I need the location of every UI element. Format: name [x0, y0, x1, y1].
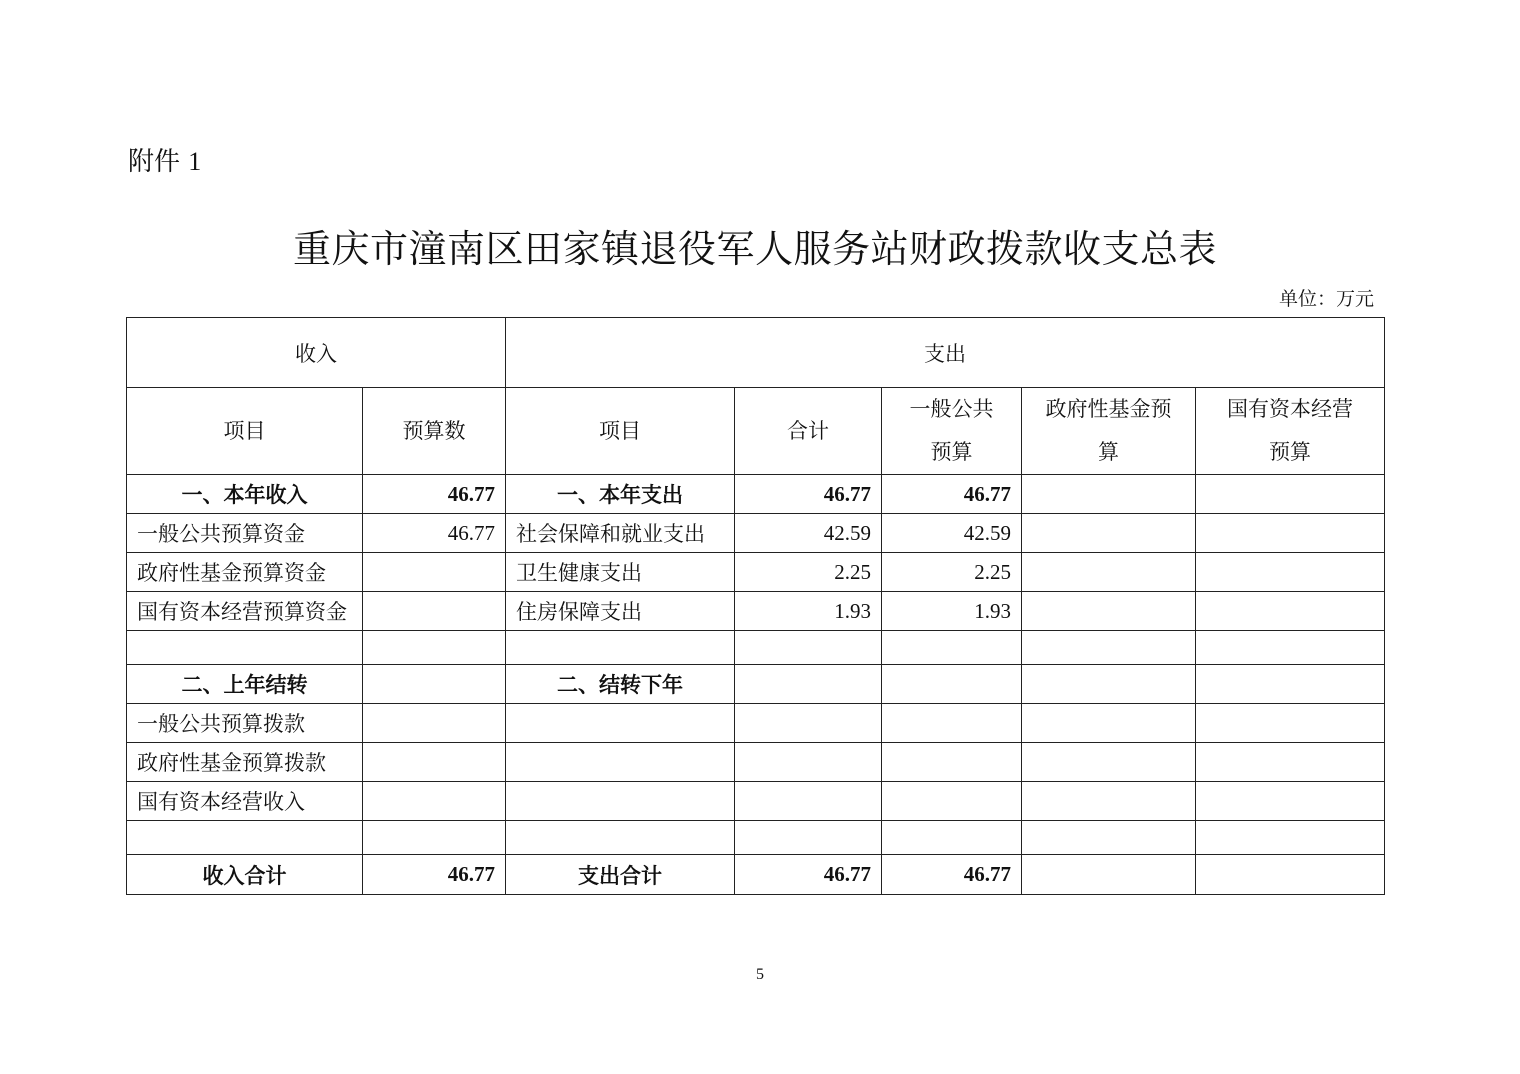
income-value-cell [363, 631, 506, 665]
general-budget-total-value: 46.77 [882, 855, 1022, 895]
income-item-cell: 政府性基金预算拨款 [127, 743, 363, 782]
expense-total-label: 支出合计 [506, 855, 735, 895]
income-item-cell [127, 631, 363, 665]
income-value-cell [363, 592, 506, 631]
state-capital-cell [1196, 592, 1385, 631]
income-value-cell: 46.77 [363, 475, 506, 514]
general-budget-cell: 46.77 [882, 475, 1022, 514]
general-budget-cell [882, 631, 1022, 665]
gov-fund-cell [1022, 821, 1196, 855]
table-row [127, 592, 1385, 631]
gov-fund-header-line2: 算 [1098, 440, 1119, 464]
gov-fund-cell [1022, 553, 1196, 592]
total-header: 合计 [735, 388, 882, 475]
income-value-cell [363, 704, 506, 743]
general-budget-cell: 1.93 [882, 592, 1022, 631]
state-capital-cell [1196, 704, 1385, 743]
gov-fund-cell [1022, 631, 1196, 665]
income-value-cell: 46.77 [363, 514, 506, 553]
expense-item-cell: 社会保障和就业支出 [506, 514, 735, 553]
total-cell [735, 704, 882, 743]
expense-item-cell: 住房保障支出 [506, 592, 735, 631]
state-capital-cell [1196, 665, 1385, 704]
expense-item-cell [506, 704, 735, 743]
expense-item-header: 项目 [506, 388, 735, 475]
gov-fund-total-value [1022, 855, 1196, 895]
total-cell [735, 743, 882, 782]
expense-total-value: 46.77 [735, 855, 882, 895]
income-section-header: 收入 [127, 318, 506, 388]
page-number: 5 [756, 966, 764, 983]
page-title: 重庆市潼南区田家镇退役军人服务站财政拨款收支总表 [292, 227, 1217, 271]
total-cell: 46.77 [735, 475, 882, 514]
gov-fund-cell [1022, 475, 1196, 514]
general-budget-cell [882, 704, 1022, 743]
state-capital-cell [1196, 475, 1385, 514]
income-value-cell [363, 782, 506, 821]
state-capital-cell [1196, 514, 1385, 553]
income-budget-header: 预算数 [363, 388, 506, 475]
income-value-cell [363, 665, 506, 704]
budget-table [126, 317, 1385, 895]
income-value-cell [363, 553, 506, 592]
expense-item-cell [506, 782, 735, 821]
income-total-value: 46.77 [363, 855, 506, 895]
general-budget-cell [882, 743, 1022, 782]
table-row-empty [127, 821, 1385, 855]
gov-fund-header [1022, 388, 1196, 475]
gov-fund-cell [1022, 592, 1196, 631]
gov-fund-cell [1022, 514, 1196, 553]
gov-fund-cell [1022, 704, 1196, 743]
table-total-row [127, 855, 1385, 895]
state-capital-header [1196, 388, 1385, 475]
state-capital-header-line1: 国有资本经营 [1227, 397, 1354, 421]
total-cell [735, 821, 882, 855]
income-item-cell [127, 821, 363, 855]
income-total-label: 收入合计 [127, 855, 363, 895]
gov-fund-cell [1022, 743, 1196, 782]
state-capital-cell [1196, 782, 1385, 821]
state-capital-total-value [1196, 855, 1385, 895]
attachment-label [128, 140, 201, 184]
income-item-cell: 国有资本经营预算资金 [127, 592, 363, 631]
table-row [127, 665, 1385, 704]
expense-item-cell [506, 631, 735, 665]
general-budget-header-line2: 预算 [930, 440, 973, 464]
general-budget-cell: 2.25 [882, 553, 1022, 592]
total-cell [735, 782, 882, 821]
general-budget-cell [882, 665, 1022, 704]
gov-fund-header-line1: 政府性基金预 [1045, 397, 1172, 421]
income-value-cell [363, 743, 506, 782]
state-capital-header-line2: 预算 [1269, 440, 1312, 464]
total-cell: 2.25 [735, 553, 882, 592]
expense-item-cell [506, 743, 735, 782]
expense-item-cell: 一、本年支出 [506, 475, 735, 514]
total-cell [735, 631, 882, 665]
total-cell [735, 665, 882, 704]
income-value-cell [363, 821, 506, 855]
income-item-cell: 一般公共预算资金 [127, 514, 363, 553]
table-row [127, 704, 1385, 743]
state-capital-cell [1196, 631, 1385, 665]
general-budget-header-line1: 一般公共 [909, 397, 994, 421]
gov-fund-cell [1022, 782, 1196, 821]
income-item-cell: 政府性基金预算资金 [127, 553, 363, 592]
table-row [127, 743, 1385, 782]
attachment-number: 1 [188, 147, 202, 176]
attachment-text: 附件 [128, 147, 181, 177]
column-header-row [127, 388, 1385, 475]
expense-section-header: 支出 [506, 318, 1385, 388]
section-header-row [127, 318, 1385, 388]
general-budget-cell: 42.59 [882, 514, 1022, 553]
state-capital-cell [1196, 743, 1385, 782]
table-row [127, 514, 1385, 553]
table-row [127, 782, 1385, 821]
table-row-empty [127, 631, 1385, 665]
income-item-cell: 国有资本经营收入 [127, 782, 363, 821]
expense-item-cell [506, 821, 735, 855]
income-item-cell: 一般公共预算拨款 [127, 704, 363, 743]
general-budget-cell [882, 821, 1022, 855]
expense-item-cell: 二、结转下年 [506, 665, 735, 704]
gov-fund-cell [1022, 665, 1196, 704]
state-capital-cell [1196, 553, 1385, 592]
state-capital-cell [1196, 821, 1385, 855]
income-item-header: 项目 [127, 388, 363, 475]
unit-label: 单位：万元 [1278, 288, 1374, 310]
income-item-cell: 一、本年收入 [127, 475, 363, 514]
table-row [127, 553, 1385, 592]
total-cell: 42.59 [735, 514, 882, 553]
expense-item-cell: 卫生健康支出 [506, 553, 735, 592]
income-item-cell: 二、上年结转 [127, 665, 363, 704]
general-budget-cell [882, 782, 1022, 821]
total-cell: 1.93 [735, 592, 882, 631]
table-row [127, 475, 1385, 514]
general-budget-header [882, 388, 1022, 475]
